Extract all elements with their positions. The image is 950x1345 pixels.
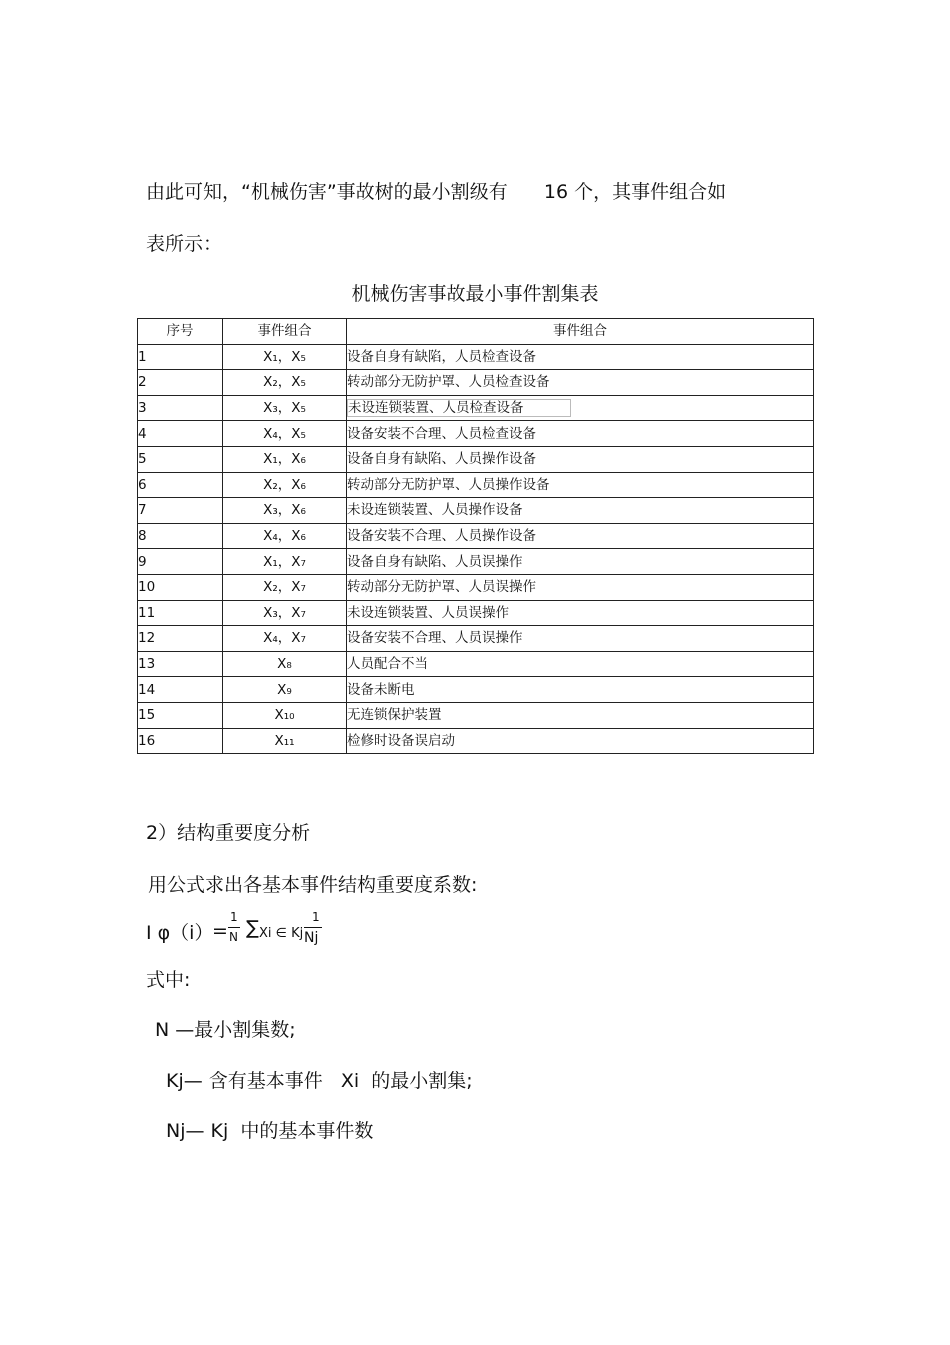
row-events: X₁，X₅ xyxy=(223,344,347,370)
row-description: 转动部分无防护罩、人员操作设备 xyxy=(347,472,814,498)
row-description: 转动部分无防护罩、人员误操作 xyxy=(347,574,814,600)
table-row xyxy=(138,344,814,370)
row-number: 2 xyxy=(138,370,223,396)
row-description: 设备安装不合理、人员操作设备 xyxy=(347,523,814,549)
row-description: 未设连锁装置、人员检查设备 xyxy=(347,399,571,417)
table-row xyxy=(138,549,814,575)
row-number: 9 xyxy=(138,549,223,575)
table-row xyxy=(138,728,814,754)
intro-paragraph-line1: 由此可知，“机械伤害”事故树的最小割级有 16 个，其事件组合如 xyxy=(146,181,727,203)
row-number: 3 xyxy=(138,395,223,421)
row-events: X₁₀ xyxy=(223,702,347,728)
definition-nj: Nj— Kj 中的基本事件数 xyxy=(166,1120,374,1142)
row-number: 15 xyxy=(138,702,223,728)
minimal-cut-set-table xyxy=(137,318,814,754)
section-heading: 2）结构重要度分析 xyxy=(146,822,311,844)
fraction1-denominator: N xyxy=(229,930,238,944)
row-number: 6 xyxy=(138,472,223,498)
table-row xyxy=(138,370,814,396)
row-number: 4 xyxy=(138,421,223,447)
table-row xyxy=(138,523,814,549)
row-events: X₁₁ xyxy=(223,728,347,754)
row-description: 无连锁保护装置 xyxy=(347,702,814,728)
row-description: 设备自身有缺陷、人员操作设备 xyxy=(347,446,814,472)
row-description: 未设连锁装置、人员操作设备 xyxy=(347,498,814,524)
row-description: 设备自身有缺陷，人员检查设备 xyxy=(347,344,814,370)
row-events: X₁，X₇ xyxy=(223,549,347,575)
row-number: 1 xyxy=(138,344,223,370)
row-number: 8 xyxy=(138,523,223,549)
fraction2-denominator: Nj xyxy=(304,930,319,946)
formula-lhs: I φ（i） xyxy=(146,922,214,944)
row-description: 设备安装不合理、人员检查设备 xyxy=(347,421,814,447)
row-events: X₂，X₅ xyxy=(223,370,347,396)
row-events: X₁，X₆ xyxy=(223,446,347,472)
fraction2-bar xyxy=(304,927,322,928)
row-events: X₄，X₅ xyxy=(223,421,347,447)
formula-equals: = xyxy=(212,920,228,942)
row-number: 14 xyxy=(138,677,223,703)
row-events: X₄，X₆ xyxy=(223,523,347,549)
row-description: 设备自身有缺陷、人员误操作 xyxy=(347,549,814,575)
table-row xyxy=(138,626,814,652)
table-title: 机械伤害事故最小事件割集表 xyxy=(351,283,599,305)
table-row xyxy=(138,651,814,677)
row-description: 人员配合不当 xyxy=(347,651,814,677)
row-description: 设备未断电 xyxy=(347,677,814,703)
row-number: 10 xyxy=(138,574,223,600)
row-description: 检修时设备误启动 xyxy=(347,728,814,754)
table-row xyxy=(138,472,814,498)
table-row xyxy=(138,498,814,524)
row-events: X₈ xyxy=(223,651,347,677)
row-description: 未设连锁装置、人员误操作 xyxy=(347,600,814,626)
intro-paragraph-line2: 表所示： xyxy=(146,233,223,255)
row-number: 7 xyxy=(138,498,223,524)
table-row xyxy=(138,574,814,600)
table-row xyxy=(138,702,814,728)
table-row xyxy=(138,677,814,703)
row-number: 16 xyxy=(138,728,223,754)
fraction2-numerator: 1 xyxy=(312,910,320,924)
definition-kj: Kj— 含有基本事件 Xi 的最小割集; xyxy=(166,1070,473,1092)
formula-intro: 用公式求出各基本事件结构重要度系数: xyxy=(148,874,478,896)
row-description: 设备安装不合理、人员误操作 xyxy=(347,626,814,652)
sum-index: Xi ∈ Kj xyxy=(259,926,304,941)
row-description: 转动部分无防护罩、人员检查设备 xyxy=(347,370,814,396)
table-row xyxy=(138,600,814,626)
row-events: X₃，X₇ xyxy=(223,600,347,626)
table-header-row xyxy=(138,319,814,345)
definition-n: N —最小割集数; xyxy=(155,1019,296,1041)
row-number: 11 xyxy=(138,600,223,626)
where-label: 式中: xyxy=(146,969,191,991)
sigma-symbol: ∑ xyxy=(246,917,259,939)
row-events: X₃，X₅ xyxy=(223,395,347,421)
row-events: X₂，X₇ xyxy=(223,574,347,600)
table-row xyxy=(138,421,814,447)
header-serial-number: 序号 xyxy=(138,319,223,345)
row-number: 5 xyxy=(138,446,223,472)
header-event-combination: 事件组合 xyxy=(223,319,347,345)
row-events: X₉ xyxy=(223,677,347,703)
row-number: 13 xyxy=(138,651,223,677)
row-events: X₄，X₇ xyxy=(223,626,347,652)
row-events: X₃，X₆ xyxy=(223,498,347,524)
table-row xyxy=(138,395,814,421)
header-event-description: 事件组合 xyxy=(347,319,814,345)
fraction1-numerator: 1 xyxy=(230,910,238,924)
fraction1-bar xyxy=(228,927,240,928)
table-row xyxy=(138,446,814,472)
row-events: X₂，X₆ xyxy=(223,472,347,498)
row-number: 12 xyxy=(138,626,223,652)
